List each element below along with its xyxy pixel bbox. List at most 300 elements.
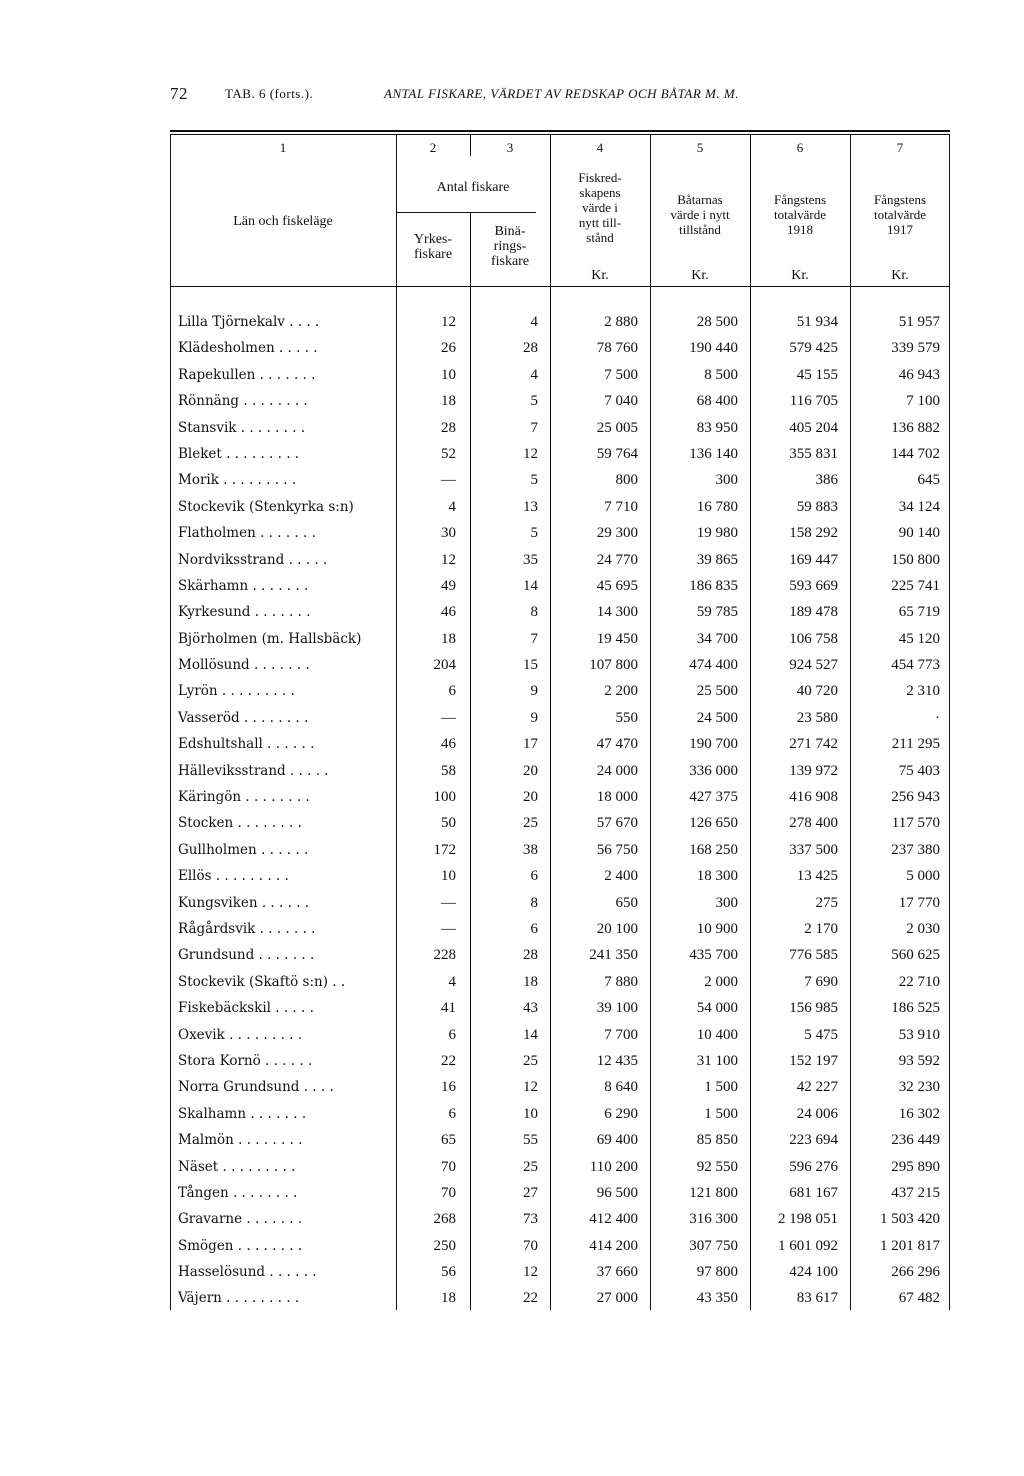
cell-yrkesfiskare: 22 (441, 1052, 456, 1069)
cell-place: Rågårdsvik . . . . . . . (178, 920, 316, 937)
cell-binaringsfiskare: 25 (523, 1158, 538, 1175)
cell-binaringsfiskare: 5 (530, 525, 538, 542)
cell-fangst-1918: 13 425 (796, 868, 838, 885)
page-header (170, 84, 950, 108)
cell-fangst-1917: 256 943 (891, 789, 940, 806)
cell-fangst-1917: 46 943 (898, 366, 940, 383)
cell-batar-varde: 126 650 (689, 815, 738, 832)
cell-batar-varde: 186 835 (689, 577, 738, 594)
cell-redskap-varde: 6 290 (604, 1105, 638, 1122)
cell-fangst-1917: 225 741 (891, 577, 940, 594)
cell-batar-varde: 190 700 (689, 736, 738, 753)
cell-fangst-1918: 45 155 (796, 366, 838, 383)
cell-fangst-1917: 16 302 (898, 1105, 940, 1122)
cell-redskap-varde: 78 760 (596, 340, 638, 357)
cell-place: Stockevik (Skaftö s:n) . . (178, 973, 346, 990)
cell-batar-varde: 336 000 (689, 762, 738, 779)
cell-fangst-1918: 337 500 (789, 841, 838, 858)
cell-place: Hälleviksstrand . . . . . (178, 762, 329, 779)
cell-binaringsfiskare: 20 (523, 762, 538, 779)
cell-yrkesfiskare: 204 (433, 657, 456, 674)
cell-binaringsfiskare: 8 (530, 894, 538, 911)
cell-fangst-1918: 596 276 (789, 1158, 838, 1175)
cell-yrkesfiskare: 12 (441, 551, 456, 568)
cell-redskap-varde: 107 800 (589, 657, 638, 674)
cell-binaringsfiskare: 73 (523, 1211, 538, 1228)
unit-f1917: Kr. (891, 268, 909, 283)
cell-redskap-varde: 7 710 (604, 498, 638, 515)
cell-redskap-varde: 57 670 (596, 815, 638, 832)
header-fisk-line2: skapens (579, 185, 621, 200)
page-number: 72 (170, 84, 188, 103)
cell-redskap-varde: 8 640 (604, 1079, 638, 1096)
header-bottom-rule (170, 286, 950, 287)
cell-fangst-1917: 645 (917, 472, 940, 489)
header-bat-line1: Båtarnas (677, 192, 723, 207)
cell-batar-varde: 168 250 (689, 841, 738, 858)
cell-fangst-1918: 116 705 (789, 393, 838, 410)
cell-binaringsfiskare: 70 (523, 1237, 538, 1254)
cell-binaringsfiskare: 38 (523, 841, 538, 858)
cell-fangst-1917: 339 579 (891, 340, 940, 357)
cell-yrkesfiskare: 50 (441, 815, 456, 832)
cell-redskap-varde: 7 040 (604, 393, 638, 410)
cell-yrkesfiskare: 10 (441, 366, 456, 383)
cell-place: Fiskebäckskil . . . . . (178, 1000, 314, 1017)
cell-binaringsfiskare: 7 (530, 419, 538, 436)
table-row (170, 415, 950, 441)
cell-place: Stansvik . . . . . . . . (178, 419, 306, 436)
cell-binaringsfiskare: 14 (523, 577, 538, 594)
cell-batar-varde: 1 500 (704, 1079, 738, 1096)
cell-place: Flatholmen . . . . . . . (178, 525, 316, 542)
cell-fangst-1918: 355 831 (789, 445, 838, 462)
cell-redskap-varde: 414 200 (589, 1237, 638, 1254)
table-row (170, 678, 950, 704)
cell-fangst-1918: 386 (815, 472, 838, 489)
table-row (170, 1022, 950, 1048)
cell-place: Klädesholmen . . . . . (178, 340, 318, 357)
cell-fangst-1917: 2 030 (906, 920, 940, 937)
cell-fangst-1917: 1 201 817 (880, 1237, 940, 1254)
cell-binaringsfiskare: 9 (530, 709, 538, 726)
cell-batar-varde: 316 300 (689, 1211, 738, 1228)
cell-yrkesfiskare: 18 (441, 393, 456, 410)
header-f18-line2: totalvärde (774, 207, 826, 222)
cell-batar-varde: 10 400 (696, 1026, 738, 1043)
cell-redskap-varde: 96 500 (596, 1184, 638, 1201)
cell-redskap-varde: 14 300 (596, 604, 638, 621)
cell-place: Stora Kornö . . . . . . (178, 1052, 313, 1069)
cell-place: Skalhamn . . . . . . . (178, 1105, 307, 1122)
cell-fangst-1918: 1 601 092 (778, 1237, 838, 1254)
cell-binaringsfiskare: 6 (530, 868, 538, 885)
cell-yrkesfiskare: 30 (441, 525, 456, 542)
cell-batar-varde: 300 (715, 472, 738, 489)
cell-binaringsfiskare: 5 (530, 393, 538, 410)
cell-yrkesfiskare: 268 (433, 1211, 456, 1228)
cell-fangst-1918: 579 425 (789, 340, 838, 357)
cell-binaringsfiskare: 12 (523, 445, 538, 462)
cell-yrkesfiskare: 41 (441, 1000, 456, 1017)
cell-redskap-varde: 2 400 (604, 868, 638, 885)
cell-redskap-varde: 2 880 (604, 314, 638, 330)
cell-yrkesfiskare: 18 (441, 1290, 456, 1307)
cell-fangst-1918: 593 669 (789, 577, 838, 594)
cell-yrkesfiskare: 10 (441, 868, 456, 885)
cell-fangst-1917: 17 770 (898, 894, 940, 911)
cell-yrkesfiskare: 6 (448, 1105, 456, 1122)
header-bin-line2: rings- (493, 239, 527, 254)
top-rule (170, 130, 950, 132)
cell-place: Tången . . . . . . . . (178, 1184, 298, 1201)
cell-yrkesfiskare: 250 (433, 1237, 456, 1254)
cell-yrkesfiskare: 12 (441, 314, 456, 330)
cell-yrkesfiskare: 65 (441, 1132, 456, 1149)
cell-redskap-varde: 37 660 (596, 1264, 638, 1281)
col-number-4: 4 (596, 140, 604, 155)
cell-redskap-varde: 7 880 (604, 973, 638, 990)
cell-place: Kungsviken . . . . . . (178, 894, 310, 911)
table-row (170, 942, 950, 968)
cell-fangst-1917: 211 295 (891, 736, 940, 753)
cell-fangst-1917: 7 100 (906, 393, 940, 410)
table-row (170, 1048, 950, 1074)
cell-yrkesfiskare: 6 (448, 683, 456, 700)
header-bat-line2: värde i nytt (670, 207, 730, 222)
cell-fangst-1917: 65 719 (898, 604, 940, 621)
cell-fangst-1917: 90 140 (898, 525, 940, 542)
cell-batar-varde: 1 500 (704, 1105, 738, 1122)
table-title: ANTAL FISKARE, VÄRDET AV REDSKAP OCH BÅTAR M. M. (384, 86, 739, 101)
cell-fangst-1917: 236 449 (891, 1132, 940, 1149)
cell-batar-varde: 59 785 (696, 604, 738, 621)
cell-batar-varde: 427 375 (689, 789, 738, 806)
cell-fangst-1917: 295 890 (891, 1158, 940, 1175)
cell-yrkesfiskare: 70 (441, 1184, 456, 1201)
header-f18-line3: 1918 (787, 222, 813, 237)
table-row (170, 1233, 950, 1259)
cell-place: Grundsund . . . . . . . (178, 947, 315, 964)
cell-binaringsfiskare: 15 (523, 657, 538, 674)
cell-batar-varde: 307 750 (689, 1237, 738, 1254)
cell-fangst-1918: 83 617 (796, 1290, 838, 1307)
header-bat-line3: tillstånd (679, 222, 721, 237)
cell-fangst-1918: 169 447 (789, 551, 838, 568)
cell-fangst-1918: 152 197 (789, 1052, 838, 1069)
cell-fangst-1917: 45 120 (898, 630, 940, 647)
unit-redskap: Kr. (591, 268, 609, 283)
table-row (170, 388, 950, 414)
cell-place: Morik . . . . . . . . . (178, 472, 297, 489)
cell-yrkesfiskare: — (441, 894, 456, 911)
header-yrkesfiskare (398, 232, 468, 262)
cell-place: Hasselösund . . . . . . (178, 1264, 317, 1281)
table-row (170, 441, 950, 467)
cell-binaringsfiskare: 5 (530, 472, 538, 489)
header-place: Län och fiskeläge (233, 214, 333, 229)
table-row (170, 705, 950, 731)
cell-binaringsfiskare: 12 (523, 1079, 538, 1096)
cell-redskap-varde: 650 (615, 894, 638, 911)
cell-binaringsfiskare: 43 (523, 1000, 538, 1017)
table-row (170, 916, 950, 942)
table-row (170, 1180, 950, 1206)
col-number-7: 7 (896, 140, 904, 155)
cell-batar-varde: 97 800 (696, 1264, 738, 1281)
cell-place: Käringön . . . . . . . . (178, 789, 310, 806)
cell-yrkesfiskare: 18 (441, 630, 456, 647)
cell-place: Nordviksstrand . . . . . (178, 551, 328, 568)
cell-binaringsfiskare: 17 (523, 736, 538, 753)
cell-batar-varde: 24 500 (696, 709, 738, 726)
cell-place: Rapekullen . . . . . . . (178, 366, 316, 383)
col-number-1: 1 (279, 140, 287, 155)
cell-batar-varde: 190 440 (689, 340, 738, 357)
cell-yrkesfiskare: 4 (448, 498, 456, 515)
cell-fangst-1917: 67 482 (898, 1290, 940, 1307)
header-fisk-line1: Fiskred- (578, 170, 622, 185)
cell-fangst-1917: 22 710 (898, 973, 940, 990)
cell-fangst-1918: 416 908 (789, 789, 838, 806)
cell-yrkesfiskare: 28 (441, 419, 456, 436)
cell-place: Lilla Tjörnekalv . . . . (178, 314, 320, 330)
table-row (170, 890, 950, 916)
cell-place: Norra Grundsund . . . . (178, 1079, 334, 1096)
cell-batar-varde: 10 900 (696, 920, 738, 937)
cell-yrkesfiskare: 46 (441, 736, 456, 753)
cell-yrkesfiskare: 228 (433, 947, 456, 964)
cell-place: Stockevik (Stenkyrka s:n) (178, 498, 354, 515)
cell-batar-varde: 83 950 (696, 419, 738, 436)
cell-fangst-1918: 139 972 (789, 762, 838, 779)
cell-fangst-1917: 150 800 (891, 551, 940, 568)
cell-binaringsfiskare: 27 (523, 1184, 538, 1201)
cell-fangst-1918: 2 198 051 (778, 1211, 838, 1228)
table-row (170, 837, 950, 863)
cell-fangst-1917: 186 525 (891, 1000, 940, 1017)
cell-redskap-varde: 25 005 (596, 419, 638, 436)
cell-fangst-1917: 1 503 420 (880, 1211, 940, 1228)
table-row (170, 969, 950, 995)
cell-yrkesfiskare: 4 (448, 973, 456, 990)
cell-yrkesfiskare: 58 (441, 762, 456, 779)
cell-redskap-varde: 110 200 (589, 1158, 638, 1175)
cell-fangst-1918: 40 720 (796, 683, 838, 700)
cell-batar-varde: 68 400 (696, 393, 738, 410)
cell-fangst-1918: 51 934 (796, 314, 838, 330)
header-fiskredskapens-varde (552, 170, 648, 245)
cell-batar-varde: 54 000 (696, 1000, 738, 1017)
cell-binaringsfiskare: 55 (523, 1132, 538, 1149)
cell-binaringsfiskare: 35 (523, 551, 538, 568)
cell-yrkesfiskare: — (441, 920, 456, 937)
table-row (170, 995, 950, 1021)
cell-place: Oxevik . . . . . . . . . (178, 1026, 303, 1043)
cell-fangst-1917: · (935, 709, 940, 726)
cell-fangst-1918: 156 985 (789, 1000, 838, 1017)
cell-fangst-1917: 437 215 (891, 1184, 940, 1201)
table-row (170, 1154, 950, 1180)
cell-fangst-1918: 776 585 (789, 947, 838, 964)
cell-binaringsfiskare: 28 (523, 340, 538, 357)
cell-fangst-1918: 24 006 (796, 1105, 838, 1122)
cell-binaringsfiskare: 13 (523, 498, 538, 515)
cell-fangst-1918: 405 204 (789, 419, 838, 436)
cell-redskap-varde: 39 100 (596, 1000, 638, 1017)
cell-yrkesfiskare: 6 (448, 1026, 456, 1043)
cell-fangst-1917: 144 702 (891, 445, 940, 462)
cell-binaringsfiskare: 9 (530, 683, 538, 700)
cell-batar-varde: 474 400 (689, 657, 738, 674)
cell-fangst-1917: 93 592 (898, 1052, 940, 1069)
header-f17-line1: Fångstens (874, 192, 926, 207)
cell-binaringsfiskare: 6 (530, 920, 538, 937)
cell-fangst-1917: 34 124 (898, 498, 940, 515)
cell-place: Näset . . . . . . . . . (178, 1158, 296, 1175)
cell-binaringsfiskare: 10 (523, 1105, 538, 1122)
header-bin-line1: Binä- (494, 224, 526, 239)
cell-redskap-varde: 800 (615, 472, 638, 489)
table-row (170, 547, 950, 573)
table-row (170, 784, 950, 810)
cell-yrkesfiskare: 100 (433, 789, 456, 806)
cell-binaringsfiskare: 12 (523, 1264, 538, 1281)
table-row (170, 1101, 950, 1127)
table-row (170, 626, 950, 652)
cell-binaringsfiskare: 4 (530, 366, 538, 383)
cell-place: Vasseröd . . . . . . . . (178, 709, 309, 726)
header-fisk-line5: stånd (586, 230, 614, 245)
cell-fangst-1918: 223 694 (789, 1132, 838, 1149)
cell-redskap-varde: 241 350 (589, 947, 638, 964)
cell-place: Bleket . . . . . . . . . (178, 445, 300, 462)
cell-place: Stocken . . . . . . . . (178, 815, 302, 832)
cell-redskap-varde: 69 400 (596, 1132, 638, 1149)
cell-place: Mollösund . . . . . . . (178, 657, 310, 674)
header-antal-fiskare: Antal fiskare (436, 180, 510, 195)
cell-place: Väjern . . . . . . . . . (178, 1290, 300, 1307)
cell-redskap-varde: 56 750 (596, 841, 638, 858)
table-row (170, 758, 950, 784)
cell-yrkesfiskare: 16 (441, 1079, 456, 1096)
cell-fangst-1918: 924 527 (789, 657, 838, 674)
cell-fangst-1917: 2 310 (906, 683, 940, 700)
header-f17-line3: 1917 (887, 222, 913, 237)
cell-binaringsfiskare: 28 (523, 947, 538, 964)
cell-batar-varde: 435 700 (689, 947, 738, 964)
cell-binaringsfiskare: 22 (523, 1290, 538, 1307)
cell-fangst-1917: 560 625 (891, 947, 940, 964)
header-fisk-line3: värde i (582, 200, 618, 215)
table-row (170, 810, 950, 836)
cell-redskap-varde: 20 100 (596, 920, 638, 937)
cell-fangst-1917: 136 882 (891, 419, 940, 436)
cell-batar-varde: 39 865 (696, 551, 738, 568)
cell-batar-varde: 2 000 (704, 973, 738, 990)
cell-fangst-1918: 278 400 (789, 815, 838, 832)
cell-fangst-1918: 424 100 (789, 1264, 838, 1281)
cell-binaringsfiskare: 20 (523, 789, 538, 806)
cell-yrkesfiskare: 172 (433, 841, 456, 858)
cell-redskap-varde: 12 435 (596, 1052, 638, 1069)
cell-batar-varde: 85 850 (696, 1132, 738, 1149)
cell-fangst-1918: 23 580 (796, 709, 838, 726)
top-rule-thin (170, 134, 950, 135)
col-number-6: 6 (796, 140, 804, 155)
cell-yrkesfiskare: — (441, 472, 456, 489)
table-body (170, 309, 950, 1312)
cell-redskap-varde: 18 000 (596, 789, 638, 806)
cell-redskap-varde: 7 700 (604, 1026, 638, 1043)
table-row (170, 494, 950, 520)
unit-batar: Kr. (691, 268, 709, 283)
cell-fangst-1917: 5 000 (906, 868, 940, 885)
cell-fangst-1917: 266 296 (891, 1264, 940, 1281)
cell-fangst-1918: 681 167 (789, 1184, 838, 1201)
cell-redskap-varde: 47 470 (596, 736, 638, 753)
table-reference: TAB. 6 (forts.). (225, 86, 314, 101)
cell-redskap-varde: 7 500 (604, 366, 638, 383)
header-binaringsfiskare (472, 224, 548, 269)
cell-yrkesfiskare: 26 (441, 340, 456, 357)
table-row (170, 863, 950, 889)
header-batarnas-varde (652, 192, 748, 237)
cell-redskap-varde: 550 (615, 709, 638, 726)
cell-fangst-1918: 2 170 (804, 920, 838, 937)
cell-fangst-1918: 271 742 (789, 736, 838, 753)
header-fangstens-totalvarde-1918 (752, 192, 848, 237)
cell-fangst-1918: 275 (815, 894, 838, 911)
cell-fangst-1917: 53 910 (898, 1026, 940, 1043)
cell-redskap-varde: 59 764 (596, 445, 638, 462)
cell-batar-varde: 136 140 (689, 445, 738, 462)
table-row (170, 573, 950, 599)
cell-fangst-1918: 7 690 (804, 973, 838, 990)
cell-fangst-1918: 59 883 (796, 498, 838, 515)
col-line-2-top (470, 134, 471, 156)
cell-place: Lyrön . . . . . . . . . (178, 683, 295, 700)
cell-batar-varde: 19 980 (696, 525, 738, 542)
cell-yrkesfiskare: 46 (441, 604, 456, 621)
table-row (170, 1206, 950, 1232)
cell-batar-varde: 121 800 (689, 1184, 738, 1201)
cell-binaringsfiskare: 14 (523, 1026, 538, 1043)
table-row (170, 362, 950, 388)
cell-place: Ellös . . . . . . . . . (178, 868, 289, 885)
cell-fangst-1918: 158 292 (789, 525, 838, 542)
col-number-5: 5 (696, 140, 704, 155)
cell-batar-varde: 16 780 (696, 498, 738, 515)
cell-fangst-1917: 454 773 (891, 657, 940, 674)
cell-batar-varde: 8 500 (704, 366, 738, 383)
header-yrkes-line1: Yrkes- (413, 232, 453, 247)
cell-redskap-varde: 19 450 (596, 630, 638, 647)
cell-fangst-1917: 51 957 (898, 314, 940, 330)
cell-binaringsfiskare: 4 (530, 314, 538, 330)
cell-place: Skärhamn . . . . . . . (178, 577, 309, 594)
cell-redskap-varde: 45 695 (596, 577, 638, 594)
cell-place: Rönnäng . . . . . . . . (178, 393, 308, 410)
cell-place: Edshultshall . . . . . . (178, 736, 315, 753)
cell-place: Gravarne . . . . . . . (178, 1211, 303, 1228)
cell-yrkesfiskare: 52 (441, 445, 456, 462)
cell-batar-varde: 18 300 (696, 868, 738, 885)
cell-batar-varde: 28 500 (696, 314, 738, 330)
table-row (170, 1074, 950, 1100)
cell-place: Malmön . . . . . . . . (178, 1132, 303, 1149)
cell-binaringsfiskare: 7 (530, 630, 538, 647)
